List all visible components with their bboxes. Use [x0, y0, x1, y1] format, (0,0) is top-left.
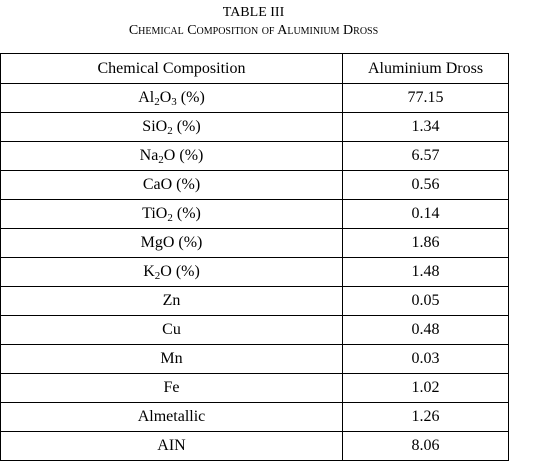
table-label: TABLE III	[222, 5, 285, 20]
table-row	[1, 258, 509, 287]
table-header-row	[1, 54, 509, 84]
compound-cell: AIN	[1, 432, 343, 461]
table-caption: Chemical Composition of Aluminium Dross	[128, 23, 379, 38]
value-cell: 0.14	[343, 200, 509, 229]
compound-cell: CaO (%)	[1, 171, 343, 200]
value-cell: 1.02	[343, 374, 509, 403]
composition-table	[0, 53, 509, 461]
value-cell: 1.48	[343, 258, 509, 287]
header-chemical-composition: Chemical Composition	[1, 54, 343, 84]
table-row	[1, 142, 509, 171]
compound-cell: $Na_2O$ (%)	[1, 142, 343, 171]
value-cell: 77.15	[343, 84, 509, 113]
value-cell: 8.06	[343, 432, 509, 461]
header-aluminium-dross: Aluminium Dross	[343, 54, 509, 84]
compound-cell: $Al_2O_3$ (%)	[1, 84, 343, 113]
table-row	[1, 84, 509, 113]
table-row	[1, 113, 509, 142]
value-cell: 0.56	[343, 171, 509, 200]
table-row	[1, 200, 509, 229]
table-row	[1, 403, 509, 432]
compound-cell: SiO$_2$ (%)	[1, 113, 343, 142]
compound-cell: Cu	[1, 316, 343, 345]
table-row	[1, 287, 509, 316]
compound-cell: TiO$_2$ (%)	[1, 200, 343, 229]
table-row	[1, 374, 509, 403]
table-row	[1, 171, 509, 200]
value-cell: 1.86	[343, 229, 509, 258]
compound-cell: Almetallic	[1, 403, 343, 432]
value-cell: 6.57	[343, 142, 509, 171]
value-cell: 0.05	[343, 287, 509, 316]
compound-cell: Fe	[1, 374, 343, 403]
value-cell: 0.48	[343, 316, 509, 345]
compound-cell: Mn	[1, 345, 343, 374]
table-row	[1, 432, 509, 461]
value-cell: 1.26	[343, 403, 509, 432]
compound-cell: $K_2O$ (%)	[1, 258, 343, 287]
table-row	[1, 316, 509, 345]
value-cell: 1.34	[343, 113, 509, 142]
value-cell: 0.03	[343, 345, 509, 374]
compound-cell: Zn	[1, 287, 343, 316]
compound-cell: MgO (%)	[1, 229, 343, 258]
table-row	[1, 345, 509, 374]
table-row	[1, 229, 509, 258]
